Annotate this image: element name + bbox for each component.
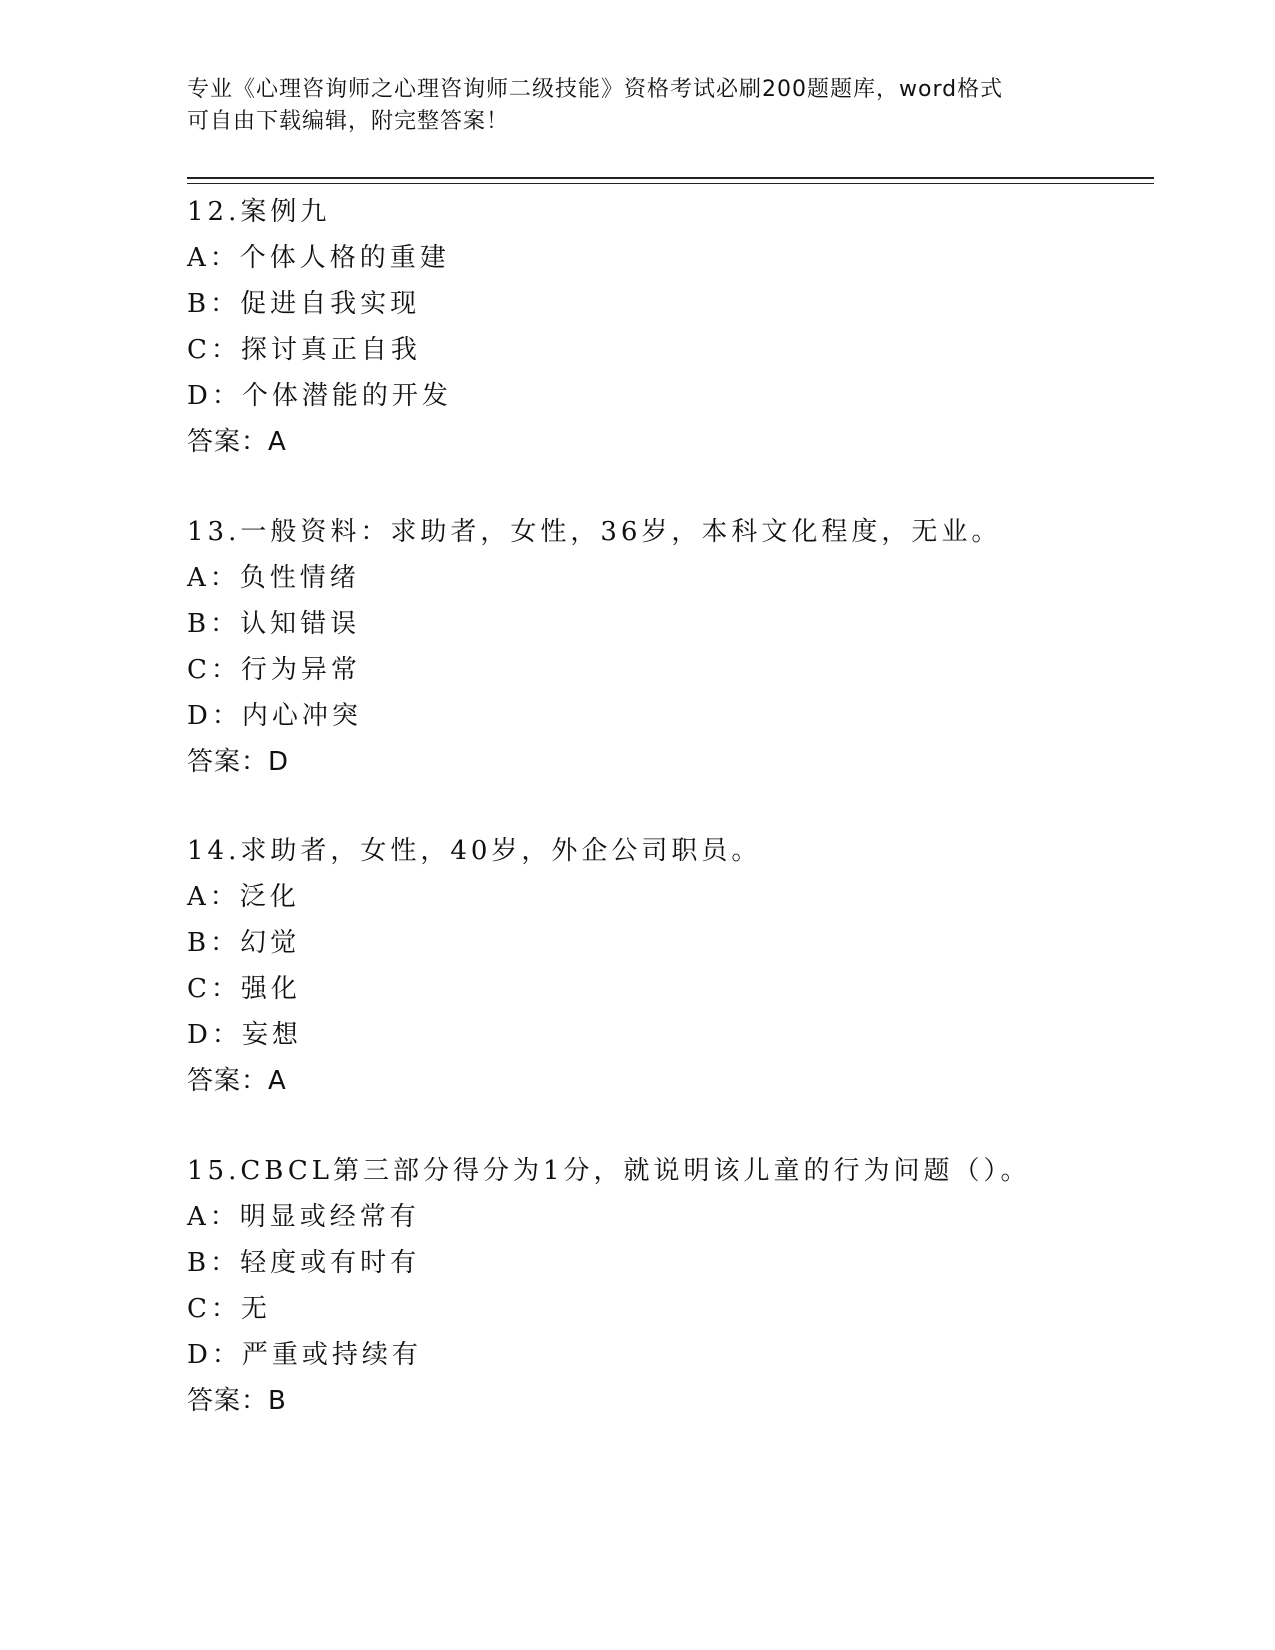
question-12 — [187, 189, 1157, 465]
option-c: C：强化 — [187, 974, 301, 1004]
question-stem: 13.一般资料：求助者，女性，36岁，本科文化程度，无业。 — [187, 517, 1002, 547]
header-line-1: 专业《心理咨询师之心理咨询师二级技能》资格考试必刷200题题库，word格式 — [187, 77, 1004, 102]
question-stem: 14.求助者，女性，40岁，外企公司职员。 — [187, 836, 762, 866]
question-stem: 12.案例九 — [187, 197, 331, 227]
header-line-2: 可自由下载编辑，附完整答案！ — [187, 109, 510, 134]
option-a: A：负性情绪 — [187, 563, 360, 593]
option-d: D：妄想 — [187, 1020, 302, 1050]
question-stem: 15.CBCL第三部分得分为1分，就说明该儿童的行为问题（）。 — [187, 1156, 1031, 1186]
option-b: B：轻度或有时有 — [187, 1248, 421, 1278]
question-13 — [187, 509, 1157, 785]
answer: 答案：A — [187, 1066, 287, 1096]
option-d: D：严重或持续有 — [187, 1340, 422, 1370]
answer: 答案：B — [187, 1386, 287, 1416]
option-b: B：认知错误 — [187, 609, 361, 639]
header-divider-thick — [187, 177, 1154, 179]
question-14 — [187, 828, 1157, 1104]
answer: 答案：D — [187, 747, 290, 777]
option-b: B：幻觉 — [187, 928, 301, 958]
question-15 — [187, 1148, 1157, 1424]
option-a: A：个体人格的重建 — [187, 243, 450, 273]
option-c: C：行为异常 — [187, 655, 361, 685]
option-a: A：明显或经常有 — [187, 1202, 420, 1232]
header-divider-thin — [187, 183, 1154, 184]
document-header — [187, 74, 1067, 138]
answer: 答案：A — [187, 427, 287, 457]
option-d: D：内心冲突 — [187, 701, 362, 731]
option-c: C：无 — [187, 1294, 271, 1324]
option-b: B：促进自我实现 — [187, 289, 421, 319]
option-d: D：个体潜能的开发 — [187, 381, 452, 411]
option-a: A：泛化 — [187, 882, 300, 912]
option-c: C：探讨真正自我 — [187, 335, 421, 365]
